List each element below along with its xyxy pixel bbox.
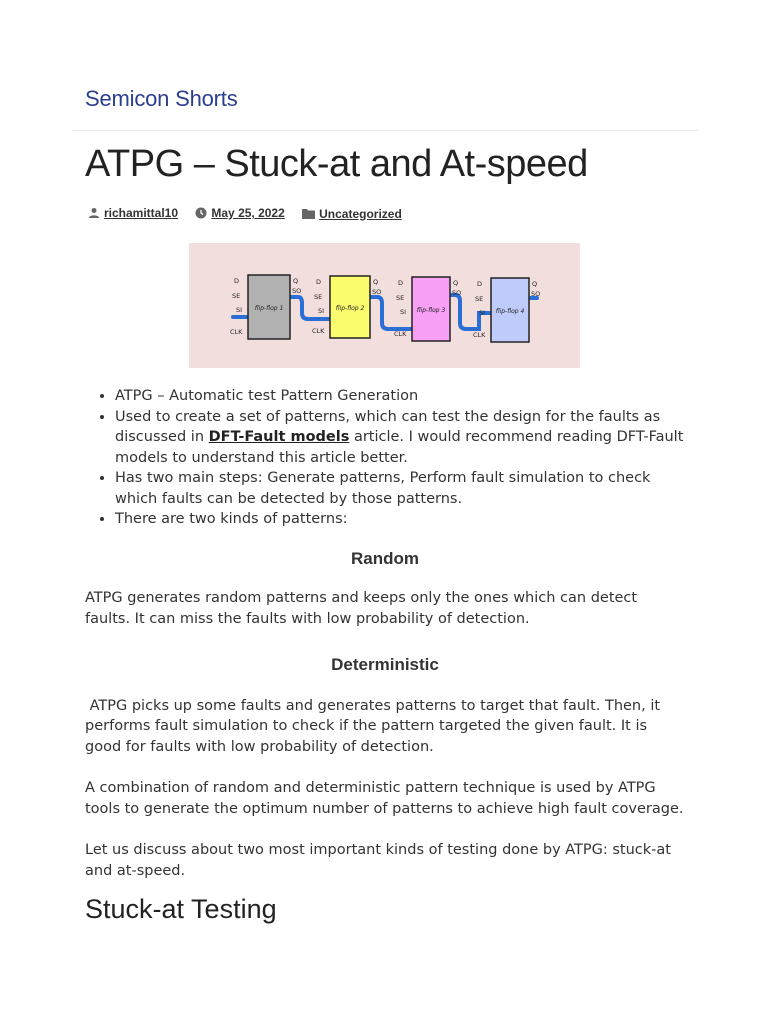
- clock-icon: [195, 207, 207, 219]
- pin-label: SI: [236, 306, 243, 314]
- random-paragraph: ATPG generates random patterns and keeps only the ones which can detect faults. It can miss the faults with low probability of detection.: [85, 590, 638, 627]
- folder-icon: [302, 208, 315, 219]
- pin-label: Q: [373, 278, 379, 286]
- pin-label: SO: [372, 288, 382, 296]
- discuss-paragraph: Let us discuss about two most important kinds of testing done by ATPG: stuck-at and at-speed.: [85, 842, 671, 879]
- pin-label: D: [316, 278, 322, 286]
- post-content: [85, 386, 685, 924]
- person-icon: [88, 207, 100, 219]
- dft-fault-models-link[interactable]: DFT-Fault models: [208, 429, 350, 445]
- pin-label: SE: [232, 292, 241, 300]
- header-divider: [72, 130, 698, 131]
- flip-flop-label: flip-flop 3: [416, 307, 446, 314]
- flip-flop-block: [473, 278, 540, 342]
- author-meta: [88, 206, 178, 220]
- flip-flop-block: [312, 276, 381, 338]
- pin-label: SE: [314, 293, 323, 301]
- list-text: Used to create a set of patterns, which can test the design for the faults as discussed in: [115, 408, 661, 445]
- pin-label: SE: [475, 295, 484, 303]
- pin-label: D: [477, 280, 483, 288]
- pin-label: SI: [400, 308, 407, 316]
- flip-flop-label: flip-flop 4: [495, 308, 525, 315]
- pin-label: SO: [452, 289, 462, 297]
- pin-label: SE: [396, 294, 405, 302]
- pin-label: SI: [479, 309, 486, 317]
- combination-paragraph: A combination of random and deterministic pattern technique is used by ATPG tools to generate the optimum number of patterns to achieve high fault coverage.: [85, 780, 684, 817]
- post-title: ATPG – Stuck-at and At-speed: [85, 143, 588, 185]
- scan-chain-diagram: [189, 243, 580, 368]
- flip-flop-label: flip-flop 1: [254, 305, 284, 312]
- site-title-link[interactable]: Semicon Shorts: [85, 86, 238, 111]
- post-meta: [88, 206, 416, 222]
- site-header: [0, 0, 768, 132]
- date-meta: [195, 206, 284, 220]
- flip-flop-label: flip-flop 2: [335, 305, 365, 312]
- list-item: [115, 407, 685, 469]
- stuck-at-heading: Stuck-at Testing: [85, 894, 277, 924]
- pin-label: Q: [293, 277, 299, 285]
- scan-chain-figure: [189, 243, 580, 368]
- list-item: • ATPG – Automatic test Pattern Generation: [115, 386, 685, 407]
- date-link[interactable]: May 25, 2022: [211, 206, 285, 220]
- pin-label: CLK: [473, 331, 486, 339]
- deterministic-heading: Deterministic: [331, 655, 439, 674]
- list-text: article. I would recommend reading DFT-Fault models to understand this article better.: [115, 429, 684, 466]
- pin-label: CLK: [312, 327, 325, 335]
- category-link[interactable]: Uncategorized: [319, 206, 402, 221]
- pin-label: CLK: [394, 330, 407, 338]
- list-item: • There are two kinds of patterns:: [115, 509, 685, 530]
- pin-label: Q: [532, 280, 538, 288]
- random-heading: Random: [351, 548, 419, 568]
- pin-label: SI: [318, 307, 325, 315]
- pin-label: CLK: [230, 328, 243, 336]
- pin-label: SO: [531, 290, 541, 298]
- category-meta: [302, 207, 402, 221]
- flip-flop-block: [230, 275, 301, 339]
- pin-label: Q: [453, 279, 459, 287]
- author-link[interactable]: richamittal10: [104, 206, 179, 220]
- flip-flop-block: [394, 277, 461, 341]
- pin-label: D: [398, 279, 404, 287]
- list-item: • Has two main steps: Generate patterns, Perform fault simulation to check which faults can be detected by those patterns.: [115, 468, 685, 509]
- pin-label: D: [234, 277, 240, 285]
- pin-label: SO: [292, 287, 302, 295]
- deterministic-paragraph: ATPG picks up some faults and generates patterns to target that fault. Then, it performs fault simulation to check if the pattern targeted the given fault. It is good for faults with low probability of detection.: [85, 697, 665, 755]
- intro-list: [85, 386, 685, 530]
